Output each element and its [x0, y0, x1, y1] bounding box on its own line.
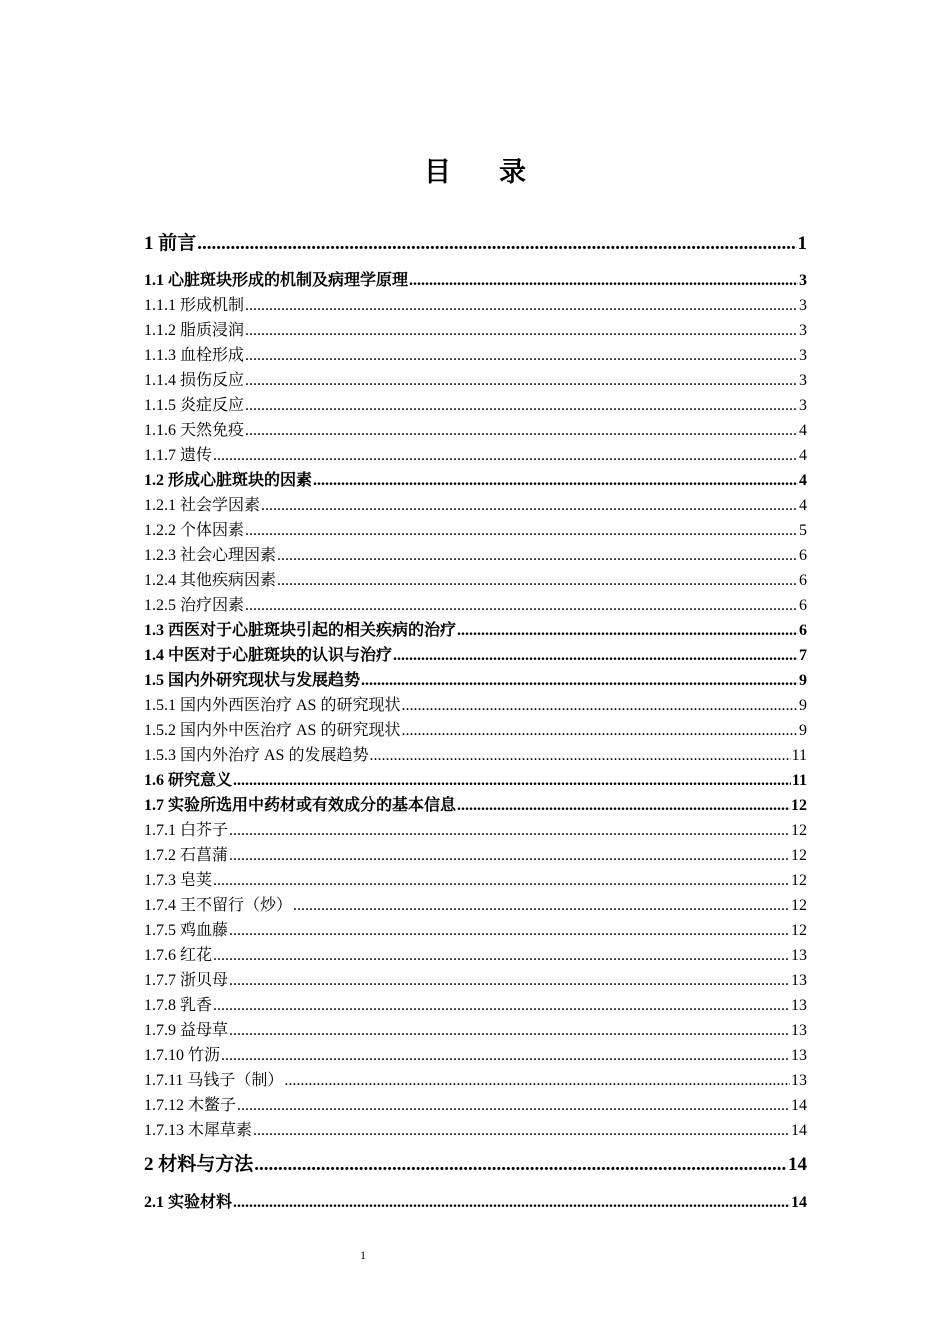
toc-entry-page: 4 — [799, 497, 807, 514]
toc-entry[interactable] — [144, 1149, 807, 1176]
toc-entry[interactable] — [144, 342, 807, 365]
toc-entry-title: 1.1.6 天然免疫 — [144, 422, 245, 439]
toc-entry[interactable] — [144, 367, 807, 390]
toc-entry-page: 5 — [799, 522, 807, 539]
toc-entry[interactable] — [144, 667, 807, 690]
toc-entry[interactable] — [144, 442, 807, 465]
toc-entry-title: 1.7.4 王不留行（炒） — [144, 897, 293, 914]
toc-entry-page: 12 — [791, 822, 807, 839]
toc-entry-title: 1.7.2 石菖蒲 — [144, 847, 229, 864]
toc-entry[interactable] — [144, 942, 807, 965]
toc-entry[interactable] — [144, 292, 807, 315]
toc-entry-page: 13 — [791, 1072, 807, 1089]
toc-entry-title: 1.5.3 国内外治疗 AS 的发展趋势 — [144, 747, 369, 764]
toc-entry[interactable] — [144, 517, 807, 540]
toc-entry-page: 12 — [791, 922, 807, 939]
toc-entry-title: 1.6 研究意义 — [144, 772, 233, 789]
toc-dot-leader — [233, 1194, 790, 1212]
toc-entry-title: 1.1.7 遗传 — [144, 447, 213, 464]
toc-entry-page: 3 — [799, 322, 807, 339]
toc-dot-leader — [293, 897, 790, 915]
toc-entry-page: 4 — [799, 447, 807, 464]
toc-entry-page: 13 — [791, 997, 807, 1014]
toc-entry-page: 11 — [791, 747, 807, 764]
toc-entry-page: 4 — [799, 422, 807, 439]
toc-entry-page: 14 — [791, 1194, 807, 1211]
toc-entry[interactable] — [144, 317, 807, 340]
toc-dot-leader — [245, 397, 798, 415]
toc-entry[interactable] — [144, 567, 807, 590]
toc-dot-leader — [277, 547, 798, 565]
toc-entry-title: 1.7.12 木鳖子 — [144, 1097, 237, 1114]
toc-entry-title: 1.2.5 治疗因素 — [144, 597, 245, 614]
toc-dot-leader — [245, 347, 798, 365]
toc-entry-title: 1.7 实验所选用中药材或有效成分的基本信息 — [144, 797, 457, 814]
toc-entry[interactable] — [144, 917, 807, 940]
toc-entry-page: 14 — [788, 1154, 807, 1175]
toc-dot-leader — [197, 233, 796, 255]
toc-entry-title: 1.7.8 乳香 — [144, 997, 213, 1014]
toc-dot-leader — [229, 972, 790, 990]
toc-entry-title: 1.1.3 血栓形成 — [144, 347, 245, 364]
toc-dot-leader — [369, 747, 790, 765]
toc-entry[interactable] — [144, 717, 807, 740]
toc-dot-leader — [229, 1022, 790, 1040]
toc-entry-page: 4 — [799, 472, 807, 489]
toc-entry[interactable] — [144, 467, 807, 490]
toc-entry[interactable] — [144, 642, 807, 665]
toc-entry[interactable] — [144, 392, 807, 415]
toc-entry-page: 14 — [791, 1122, 807, 1139]
toc-entry-page: 6 — [799, 572, 807, 589]
toc-dot-leader — [245, 422, 798, 440]
toc-dot-leader — [237, 1097, 790, 1115]
toc-entry-title: 1.7.1 白芥子 — [144, 822, 229, 839]
toc-entry-title: 1.7.11 马钱子（制） — [144, 1072, 284, 1089]
toc-entry-title: 2 材料与方法 — [144, 1154, 254, 1175]
toc-entry[interactable] — [144, 1117, 807, 1140]
toc-entry-page: 12 — [791, 872, 807, 889]
toc-dot-leader — [457, 622, 798, 640]
toc-entry-title: 1.2.4 其他疾病因素 — [144, 572, 277, 589]
toc-entry-page: 6 — [799, 597, 807, 614]
toc-entry-page: 9 — [799, 722, 807, 739]
toc-dot-leader — [245, 372, 798, 390]
toc-entry[interactable] — [144, 542, 807, 565]
toc-entry-title: 1.7.9 益母草 — [144, 1022, 229, 1039]
toc-entry-title: 1.2.1 社会学因素 — [144, 497, 261, 514]
toc-dot-leader — [277, 572, 798, 590]
toc-entry-page: 3 — [799, 272, 807, 289]
toc-entry[interactable] — [144, 892, 807, 915]
toc-entry[interactable] — [144, 492, 807, 515]
toc-entry[interactable] — [144, 792, 807, 815]
toc-entry[interactable] — [144, 967, 807, 990]
toc-entry[interactable] — [144, 617, 807, 640]
toc-dot-leader — [401, 697, 798, 715]
toc-dot-leader — [229, 822, 790, 840]
toc-entry-page: 1 — [797, 233, 807, 254]
toc-entry-title: 1.2 形成心脏斑块的因素 — [144, 472, 313, 489]
toc-entry-page: 12 — [791, 897, 807, 914]
toc-entry-title: 1.4 中医对于心脏斑块的认识与治疗 — [144, 647, 393, 664]
toc-dot-leader — [245, 522, 798, 540]
toc-entry-title: 1.1.4 损伤反应 — [144, 372, 245, 389]
toc-entry-page: 11 — [791, 772, 807, 789]
toc-dot-leader — [229, 847, 790, 865]
toc-entry-page: 3 — [799, 347, 807, 364]
toc-entry-page: 14 — [791, 1097, 807, 1114]
toc-entry-page: 3 — [799, 297, 807, 314]
toc-entry-title: 1.3 西医对于心脏斑块引起的相关疾病的治疗 — [144, 622, 457, 639]
toc-dot-leader — [213, 447, 798, 465]
toc-entry[interactable] — [144, 767, 807, 790]
toc-entry[interactable] — [144, 267, 807, 290]
toc-entry-title: 1.2.3 社会心理因素 — [144, 547, 277, 564]
toc-entry[interactable] — [144, 417, 807, 440]
toc-entry-title: 1.1.5 炎症反应 — [144, 397, 245, 414]
toc-dot-leader — [393, 647, 798, 665]
toc-entry[interactable] — [144, 1017, 807, 1040]
toc-entry-page: 9 — [799, 697, 807, 714]
toc-dot-leader — [221, 1047, 790, 1065]
toc-entry[interactable] — [144, 1189, 807, 1212]
toc-dot-leader — [245, 297, 798, 315]
toc-entry-page: 13 — [791, 1047, 807, 1064]
toc-entry-title: 1.7.6 红花 — [144, 947, 213, 964]
toc-dot-leader — [457, 797, 790, 815]
toc-dot-leader — [229, 922, 790, 940]
toc-dot-leader — [233, 772, 791, 790]
toc-entry[interactable] — [144, 1042, 807, 1065]
toc-entry-title: 1.7.7 浙贝母 — [144, 972, 229, 989]
toc-entry-page: 13 — [791, 947, 807, 964]
toc-entry-page: 9 — [799, 672, 807, 689]
toc-entry[interactable] — [144, 992, 807, 1015]
toc-dot-leader — [213, 872, 790, 890]
toc-entry[interactable] — [144, 867, 807, 890]
page-number: 1 — [360, 1248, 366, 1262]
toc-entry[interactable] — [144, 692, 807, 715]
toc-entry-title: 1.7.5 鸡血藤 — [144, 922, 229, 939]
toc-entry-page: 3 — [799, 397, 807, 414]
toc-entry-title: 1.7.13 木犀草素 — [144, 1122, 253, 1139]
toc-entry-title: 1.7.3 皂荚 — [144, 872, 213, 889]
toc-entry-page: 12 — [791, 797, 807, 814]
toc-entry[interactable] — [144, 1092, 807, 1115]
toc-title — [0, 150, 950, 189]
toc-entry[interactable] — [144, 742, 807, 765]
toc-entry-title: 1 前言 — [144, 233, 197, 254]
toc-entry-page: 3 — [799, 372, 807, 389]
toc-dot-leader — [261, 497, 798, 515]
toc-entry-title: 1.5.1 国内外西医治疗 AS 的研究现状 — [144, 697, 401, 714]
toc-entry-title: 1.5.2 国内外中医治疗 AS 的研究现状 — [144, 722, 401, 739]
toc-dot-leader — [245, 322, 798, 340]
toc-dot-leader — [313, 472, 798, 490]
toc-dot-leader — [213, 997, 790, 1015]
toc-dot-leader — [401, 722, 798, 740]
toc-entry[interactable] — [144, 592, 807, 615]
toc-entry-page: 13 — [791, 1022, 807, 1039]
toc-entry[interactable] — [144, 1067, 807, 1090]
toc-dot-leader — [253, 1122, 790, 1140]
toc-dot-leader — [361, 672, 798, 690]
toc-entry-page: 6 — [799, 547, 807, 564]
toc-entry-title: 1.1.2 脂质浸润 — [144, 322, 245, 339]
toc-entry-page: 13 — [791, 972, 807, 989]
toc-dot-leader — [245, 597, 798, 615]
toc-entry-title: 1.2.2 个体因素 — [144, 522, 245, 539]
toc-entry-title: 2.1 实验材料 — [144, 1194, 233, 1211]
toc-entry-page: 6 — [799, 622, 807, 639]
toc-entry[interactable] — [144, 817, 807, 840]
toc-entry[interactable] — [144, 228, 807, 255]
toc-title-char-1: 目 — [424, 157, 451, 187]
toc-title-char-2: 录 — [499, 157, 526, 187]
toc-entry-title: 1.1.1 形成机制 — [144, 297, 245, 314]
toc-entry-title: 1.7.10 竹沥 — [144, 1047, 221, 1064]
toc-dot-leader — [409, 272, 798, 290]
toc-entry-title: 1.1 心脏斑块形成的机制及病理学原理 — [144, 272, 409, 289]
toc-entry-title: 1.5 国内外研究现状与发展趋势 — [144, 672, 361, 689]
toc-dot-leader — [254, 1154, 787, 1176]
toc-dot-leader — [213, 947, 790, 965]
toc-entry-page: 7 — [799, 647, 807, 664]
toc-dot-leader — [284, 1072, 790, 1090]
toc-entry[interactable] — [144, 842, 807, 865]
toc-entry-page: 12 — [791, 847, 807, 864]
